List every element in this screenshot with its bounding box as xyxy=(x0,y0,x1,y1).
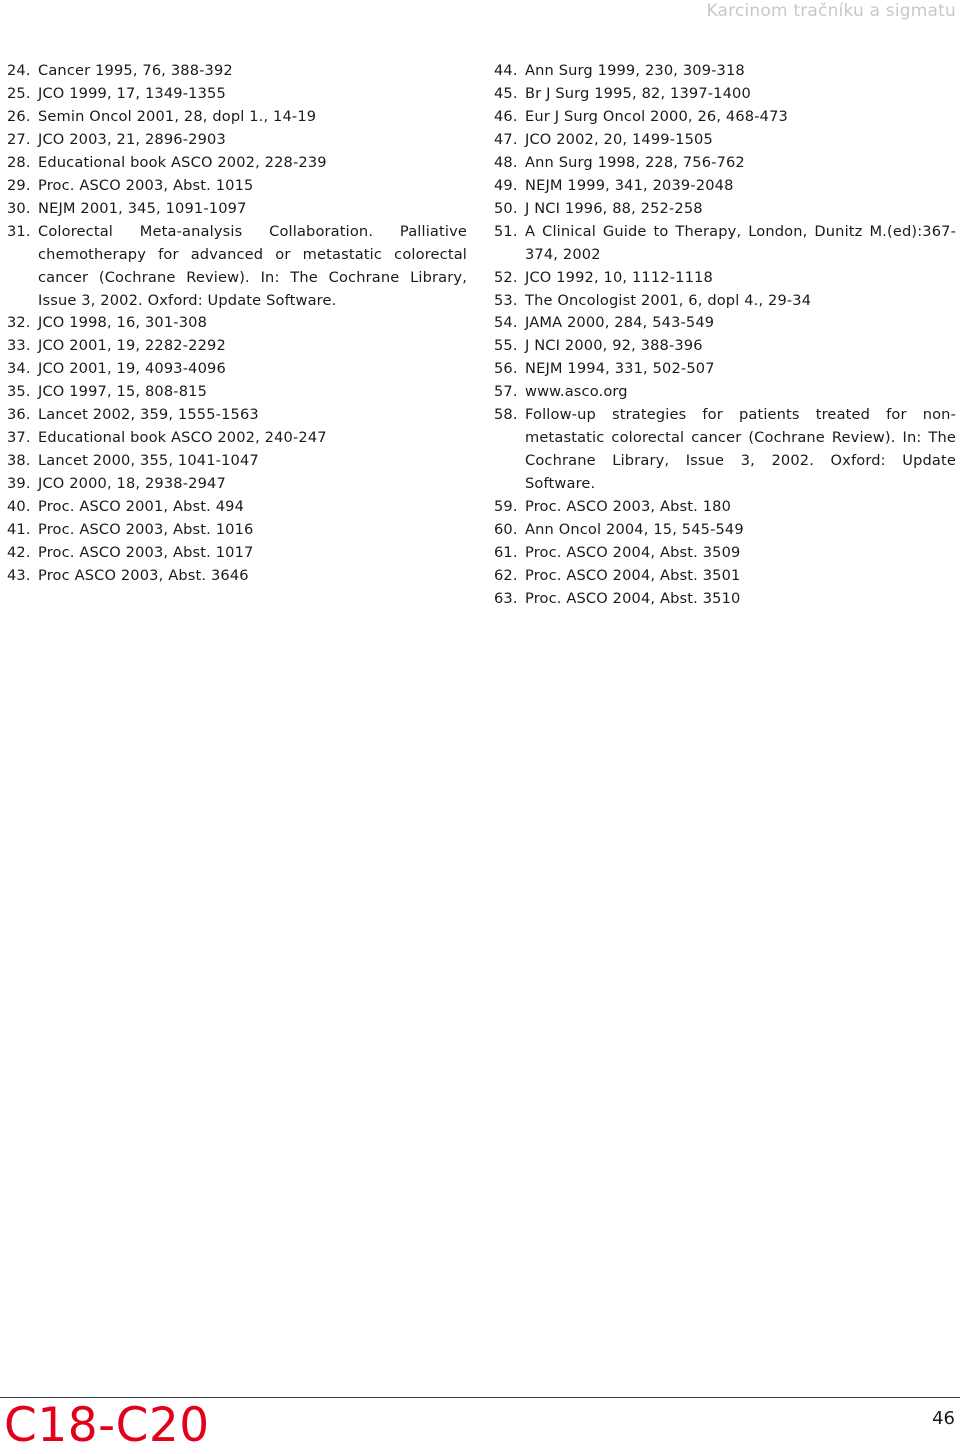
reference-number: 40. xyxy=(7,498,31,516)
reference-number: 41. xyxy=(7,521,31,539)
reference-number: 38. xyxy=(7,452,31,470)
reference-number: 57. xyxy=(494,383,518,401)
reference-item xyxy=(494,106,956,129)
reference-item xyxy=(7,312,467,335)
reference-text: Lancet 2000, 355, 1041-1047 xyxy=(38,452,259,470)
reference-number: 32. xyxy=(7,314,31,332)
reference-item xyxy=(494,83,956,106)
reference-item xyxy=(7,473,467,496)
reference-list-right xyxy=(494,60,956,611)
reference-number: 27. xyxy=(7,130,31,148)
reference-item xyxy=(7,221,467,313)
page-number: 46 xyxy=(932,1408,955,1429)
reference-item xyxy=(7,381,467,404)
reference-text: JCO 2002, 20, 1499-1505 xyxy=(525,130,713,148)
reference-text: JCO 2003, 21, 2896-2903 xyxy=(38,130,226,148)
reference-number: 58. xyxy=(494,406,518,424)
reference-number: 52. xyxy=(494,268,518,286)
reference-item xyxy=(494,152,956,175)
reference-number: 29. xyxy=(7,176,31,194)
reference-item xyxy=(494,588,956,611)
reference-number: 31. xyxy=(7,222,31,240)
reference-text: JCO 1998, 16, 301-308 xyxy=(38,314,208,332)
reference-item xyxy=(494,519,956,542)
reference-number: 61. xyxy=(494,544,518,562)
reference-text: Colorectal Meta-analysis Collaboration. Palliative chemotherapy for advanced or metastatic colorectal cancer (Cochrane Review). In: The Cochrane Library, Issue 3, 2002. Oxford: Update Software. xyxy=(38,222,467,309)
reference-item xyxy=(7,496,467,519)
reference-item xyxy=(494,60,956,83)
reference-item xyxy=(7,83,467,106)
reference-text: Proc. ASCO 2003, Abst. 1015 xyxy=(38,176,254,194)
reference-text: JCO 1997, 15, 808-815 xyxy=(38,383,208,401)
reference-text: JAMA 2000, 284, 543-549 xyxy=(525,314,715,332)
reference-text: J NCI 2000, 92, 388-396 xyxy=(525,337,703,355)
reference-text: The Oncologist 2001, 6, dopl 4., 29-34 xyxy=(525,291,812,309)
reference-item xyxy=(7,106,467,129)
reference-text: A Clinical Guide to Therapy, London, Dunitz M.(ed):367-374, 2002 xyxy=(525,222,956,263)
reference-number: 60. xyxy=(494,521,518,539)
reference-item xyxy=(7,175,467,198)
reference-item xyxy=(494,358,956,381)
reference-number: 55. xyxy=(494,337,518,355)
reference-number: 47. xyxy=(494,130,518,148)
reference-number: 44. xyxy=(494,62,518,79)
reference-number: 56. xyxy=(494,360,518,378)
reference-number: 50. xyxy=(494,199,518,217)
reference-list-left xyxy=(7,60,467,588)
reference-text: www.asco.org xyxy=(525,383,628,401)
reference-number: 48. xyxy=(494,153,518,171)
reference-item xyxy=(494,290,956,313)
reference-text: Follow-up strategies for patients treated for non-metastatic colorectal cancer (Cochrane Review). In: The Cochrane Library, Issue 3, 2002. Oxford: Update Software. xyxy=(525,406,956,493)
reference-text: Ann Oncol 2004, 15, 545-549 xyxy=(525,521,744,539)
reference-text: Educational book ASCO 2002, 240-247 xyxy=(38,429,327,447)
reference-text: J NCI 1996, 88, 252-258 xyxy=(525,199,703,217)
reference-item xyxy=(494,404,956,496)
reference-text: Proc. ASCO 2003, Abst. 1017 xyxy=(38,544,254,562)
reference-item xyxy=(494,312,956,335)
reference-text: NEJM 1999, 341, 2039-2048 xyxy=(525,176,734,194)
reference-text: Educational book ASCO 2002, 228-239 xyxy=(38,153,327,171)
reference-text: JCO 1992, 10, 1112-1118 xyxy=(525,268,713,286)
reference-number: 35. xyxy=(7,383,31,401)
reference-number: 45. xyxy=(494,84,518,102)
reference-text: JCO 2001, 19, 4093-4096 xyxy=(38,360,226,378)
reference-item xyxy=(7,404,467,427)
reference-item xyxy=(7,358,467,381)
reference-text: Cancer 1995, 76, 388-392 xyxy=(38,62,233,79)
reference-number: 39. xyxy=(7,475,31,493)
reference-text: Eur J Surg Oncol 2000, 26, 468-473 xyxy=(525,107,788,125)
reference-item xyxy=(494,267,956,290)
reference-text: Ann Surg 1999, 230, 309-318 xyxy=(525,62,745,79)
reference-text: Lancet 2002, 359, 1555-1563 xyxy=(38,406,259,424)
reference-text: Br J Surg 1995, 82, 1397-1400 xyxy=(525,84,751,102)
reference-item xyxy=(494,565,956,588)
reference-item xyxy=(494,175,956,198)
reference-number: 59. xyxy=(494,498,518,516)
reference-number: 43. xyxy=(7,566,31,584)
reference-text: Proc. ASCO 2004, Abst. 3509 xyxy=(525,544,741,562)
reference-number: 25. xyxy=(7,84,31,102)
reference-item xyxy=(494,221,956,267)
reference-item xyxy=(7,427,467,450)
reference-number: 26. xyxy=(7,107,31,125)
reference-text: Ann Surg 1998, 228, 756-762 xyxy=(525,153,745,171)
reference-number: 36. xyxy=(7,406,31,424)
reference-number: 63. xyxy=(494,589,518,607)
reference-number: 28. xyxy=(7,153,31,171)
reference-text: Proc. ASCO 2004, Abst. 3501 xyxy=(525,566,741,584)
running-title: Karcinom tračníku a sigmatu xyxy=(706,1,956,21)
reference-text: JCO 2000, 18, 2938-2947 xyxy=(38,475,226,493)
reference-item xyxy=(494,335,956,358)
reference-text: NEJM 1994, 331, 502-507 xyxy=(525,360,715,378)
reference-text: NEJM 2001, 345, 1091-1097 xyxy=(38,199,247,217)
reference-text: JCO 1999, 17, 1349-1355 xyxy=(38,84,226,102)
reference-text: Semin Oncol 2001, 28, dopl 1., 14-19 xyxy=(38,107,317,125)
reference-item xyxy=(7,519,467,542)
reference-item xyxy=(7,565,467,588)
reference-item xyxy=(494,198,956,221)
reference-text: Proc ASCO 2003, Abst. 3646 xyxy=(38,566,249,584)
reference-text: Proc. ASCO 2001, Abst. 494 xyxy=(38,498,245,516)
reference-number: 34. xyxy=(7,360,31,378)
reference-item xyxy=(494,496,956,519)
reference-number: 37. xyxy=(7,429,31,447)
reference-number: 51. xyxy=(494,222,518,240)
reference-number: 49. xyxy=(494,176,518,194)
reference-number: 33. xyxy=(7,337,31,355)
reference-text: Proc. ASCO 2004, Abst. 3510 xyxy=(525,589,741,607)
reference-text: Proc. ASCO 2003, Abst. 1016 xyxy=(38,521,254,539)
reference-number: 62. xyxy=(494,566,518,584)
reference-number: 24. xyxy=(7,62,31,79)
reference-number: 46. xyxy=(494,107,518,125)
reference-item xyxy=(7,129,467,152)
section-code: C18-C20 xyxy=(4,1398,210,1453)
reference-item xyxy=(7,198,467,221)
reference-text: Proc. ASCO 2003, Abst. 180 xyxy=(525,498,732,516)
reference-item xyxy=(494,129,956,152)
reference-item xyxy=(7,335,467,358)
reference-text: JCO 2001, 19, 2282-2292 xyxy=(38,337,226,355)
reference-item xyxy=(7,450,467,473)
reference-item xyxy=(7,542,467,565)
reference-item xyxy=(494,381,956,404)
reference-item xyxy=(7,152,467,175)
reference-item xyxy=(494,542,956,565)
reference-number: 30. xyxy=(7,199,31,217)
reference-number: 54. xyxy=(494,314,518,332)
reference-number: 53. xyxy=(494,291,518,309)
reference-item xyxy=(7,60,467,83)
reference-number: 42. xyxy=(7,544,31,562)
